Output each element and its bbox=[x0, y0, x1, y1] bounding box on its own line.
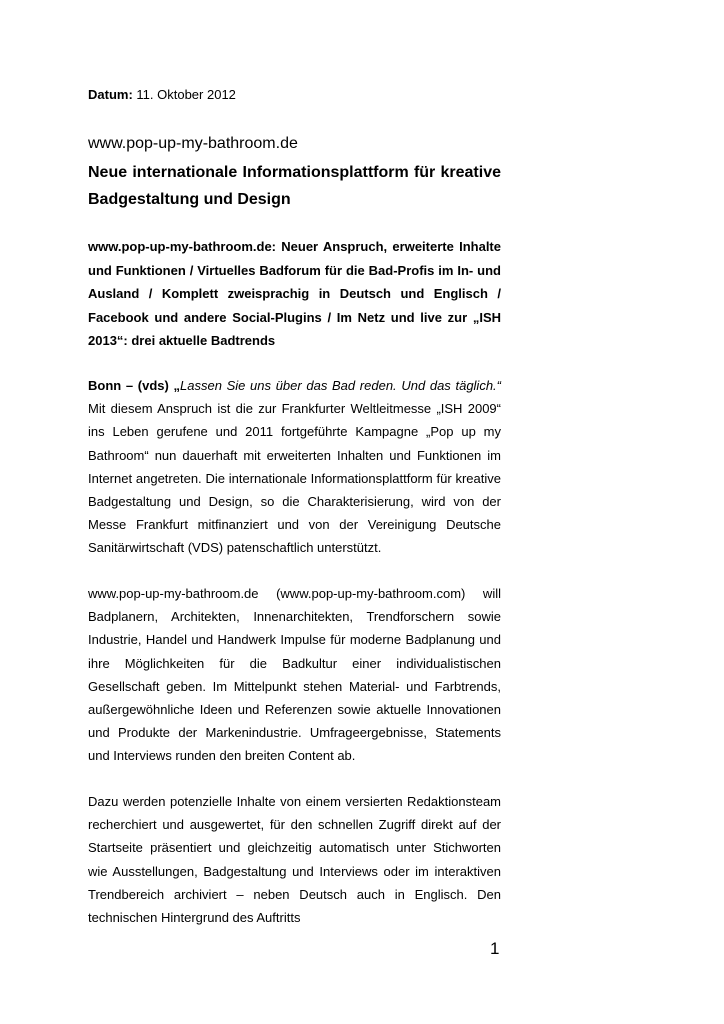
dateline: Bonn – (vds) „ bbox=[88, 378, 181, 393]
date-value: 11. Oktober 2012 bbox=[136, 87, 236, 102]
body-paragraph-2: www.pop-up-my-bathroom.de (www.pop-up-my-bathroom.com) will Badplanern, Architekten, Innenarchitekten, Trendforschern sowie Industrie, Handel und Handwerk Impulse für moderne Badplanung und ihre Möglichkeiten für die Badkultur einer individualistischen Gesellschaft geben. Im Mittelpunkt stehen Material- und Farbtrends, außergewöhnliche Ideen und Referenzen sowie aktuelle Innovationen und Produkte der Markenindustrie. Umfrageergebnisse, Statements und Interviews runden den breiten Content ab. bbox=[88, 586, 501, 764]
page-number: 1 bbox=[490, 939, 500, 958]
headline: Neue internationale Informationsplattform für kreative Badgestaltung und Design bbox=[88, 164, 501, 208]
body-paragraph-1-text: Mit diesem Anspruch ist die zur Frankfurter Weltleitmesse „ISH 2009“ ins Leben gerufene und 2011 fortgeführte Kampagne „Pop up my Bathroom“ nun dauerhaft mit erweiterten Inhalten und Funktionen im Internet angetreten. Die internationale Informationsplattform für kreative Badgestaltung und Design, so die Charakterisierung, wird von der Messe Frankfurt mitfinanziert und von der Vereinigung Deutsche Sanitärwirtschaft (VDS) patenschaftlich unterstützt. bbox=[88, 401, 501, 556]
body-paragraph-3: Dazu werden potenzielle Inhalte von einem versierten Redaktionsteam recherchiert und ausgewertet, für den schnellen Zugriff direkt auf der Startseite präsentiert und gleichzeitig automatisch unter Stichworten wie Ausstellungen, Badgestaltung und Interviews oder im interaktiven Trendbereich archiviert – neben Deutsch auch in Englisch. Den technischen Hintergrund des Auftritts bbox=[88, 794, 501, 926]
lead-paragraph: www.pop-up-my-bathroom.de: Neuer Anspruch, erweiterte Inhalte und Funktionen / Virtuelles Badforum für die Bad-Profis im In- und Ausland / Komplett zweisprachig in Deutsch und Englisch / Facebook und andere Social-Plugins / Im Netz und live zur „ISH 2013“: drei aktuelle Badtrends bbox=[88, 239, 501, 348]
quote: Lassen Sie uns über das Bad reden. Und das täglich.“ bbox=[180, 378, 501, 393]
date-line bbox=[88, 85, 236, 105]
body-paragraph-1 bbox=[88, 374, 501, 560]
date-label: Datum: bbox=[88, 87, 133, 102]
website-url: www.pop-up-my-bathroom.de bbox=[88, 135, 298, 152]
